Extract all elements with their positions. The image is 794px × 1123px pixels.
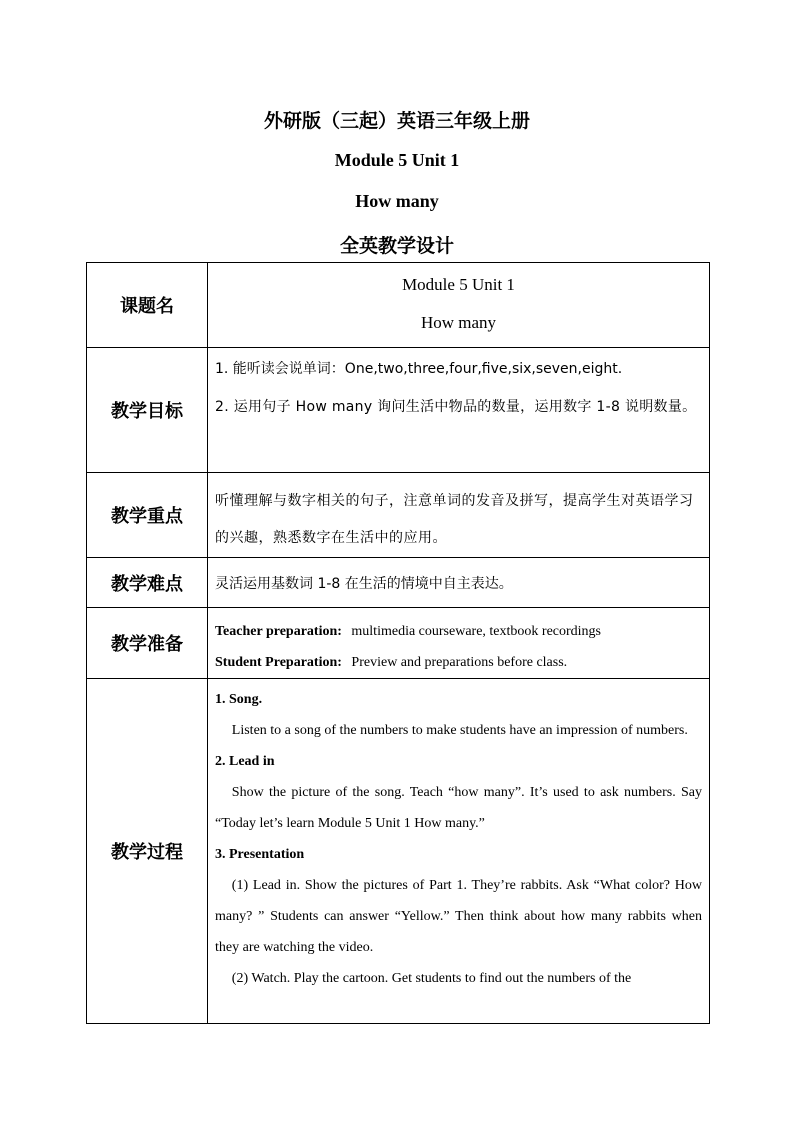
student-preparation-text: Preview and preparations before class. [351,655,568,670]
document-title: 外研版（三起）英语三年级上册 [263,110,530,132]
label-key-points: 教学重点 [87,473,208,558]
process-step-1-text: Listen to a song of the numbers to make students have an impression of numbers. [231,723,688,738]
topic-line-1: Module 5 Unit 1 [402,275,515,294]
process-body [215,684,702,994]
process-content [208,679,710,1024]
objective-item-1: 1. 能听读会说单词：One,two,three,four,five,six,seven,eight. [215,361,623,377]
label-process: 教学过程 [87,679,208,1024]
difficulties-text: 灵活运用基数词 1-8 在生活的情境中自主表达。 [215,575,513,592]
process-step-3-para-2: (2) Watch. Play the cartoon. Get students to find out the numbers of the [231,971,632,986]
difficulties-content [208,558,710,608]
row-topic [87,263,710,348]
row-preparation [87,608,710,679]
key-points-content [208,473,710,558]
row-process [87,679,710,1024]
student-preparation-label: Student Preparation: [215,655,342,670]
teacher-preparation-text: multimedia courseware, textbook recordings [351,624,601,639]
teacher-preparation [215,616,702,647]
label-difficulties: 教学难点 [87,558,208,608]
process-step-2-text: Show the picture of the song. Teach “how many”. It’s used to ask numbers. Say “Today let’s learn Module 5 Unit 1 How many.” [215,785,702,831]
preparation-content [208,608,710,679]
lesson-plan-table [86,262,710,1024]
process-step-1-title: 1. Song. [215,692,263,707]
process-step-3-title: 3. Presentation [215,847,305,862]
objective-item-2: 2. 运用句子 How many 询问生活中物品的数量，运用数字 1-8 说明数量。 [215,399,697,415]
row-objectives [87,348,710,473]
teacher-preparation-label: Teacher preparation: [215,624,342,639]
row-key-points [87,473,710,558]
process-step-3-para-1: (1) Lead in. Show the pictures of Part 1. They’re rabbits. Ask “What color? How many? ” Students can answer “Yellow.” Then think about how many rabbits when they are watching the video. [215,878,702,955]
module-heading: Module 5 Unit 1 [334,150,460,170]
key-points-text: 听懂理解与数字相关的句子，注意单词的发音及拼写，提高学生对英语学习的兴趣，熟悉数字在生活中的应用。 [215,493,694,546]
objectives-content [208,348,710,473]
lesson-heading: How many [355,191,439,211]
label-objectives: 教学目标 [87,348,208,473]
label-preparation: 教学准备 [87,608,208,679]
label-topic: 课题名 [87,263,208,348]
topic-line-2: How many [420,313,497,332]
student-preparation [215,647,702,678]
document-subtitle: 全英教学设计 [339,235,454,257]
row-difficulties [87,558,710,608]
process-step-2-title: 2. Lead in [215,754,275,769]
topic-content [208,263,710,348]
